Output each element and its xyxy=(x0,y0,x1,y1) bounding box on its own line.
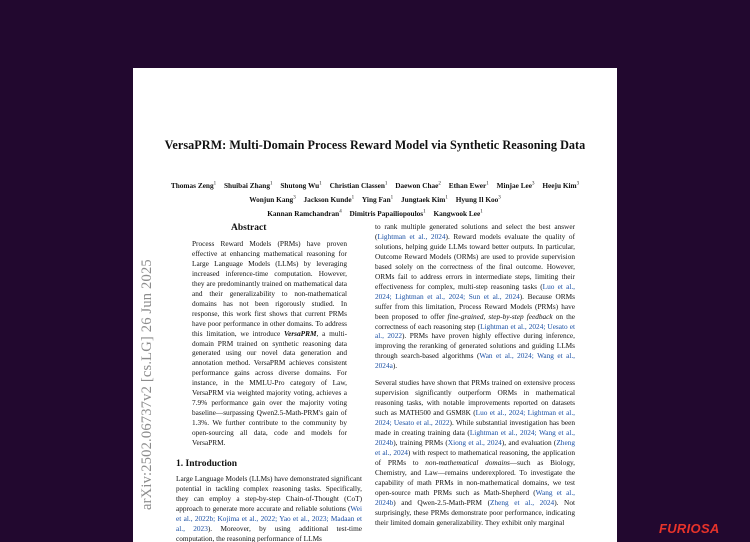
paper-page xyxy=(133,68,617,542)
paragraph: Several studies have shown that PRMs trained on extensive process supervision significantly outperform ORMs in mathematical reasoning tasks, with notable improvements reported on datasets such as MATH500 and GSM8K (Luo et al., 2024; Lightman et al., 2024; Uesato et al., 2022). While substantial investigation has been made in creating training data (Lightman et al., 2024; Wang et al., 2024b), training PRMs (Xiong et al., 2024), and evaluation (Zheng et al., 2024) with respect to mathematical reasoning, the application of PRMs to non-mathematical domains—such as Biology, Chemistry, and Law—remains underexplored. To investigate the capability of math PRMs in non-mathematical domains, we test open-source math PRMs such as Math-Shepherd (Wang et al., 2024b) and Qwen-2.5-Math-PRM (Zheng et al., 2024). Not surprisingly, these PRMs demonstrate poor performance, indicating their limited domain generalizability. They exhibit only marginal xyxy=(375,378,576,527)
introduction-text: Large Language Models (LLMs) have demonstrated significant potential in tackling complex reasoning tasks. Specifically, they can employ a step-by-step Chain-of-Thought (CoT) approach to generate more accurate and reliable solutions (Wei et al., 2022b; Kojima et al., 2022; Yao et al., 2023; Madaan et al., 2023). Moreover, by using additional test-time computation, the reasoning performance of LLMs xyxy=(176,474,362,542)
paper-title: VersaPRM: Multi-Domain Process Reward Model via Synthetic Reasoning Data xyxy=(164,138,586,152)
citation-link[interactable]: Lightman et al., 2024; Uesato et al., 2022 xyxy=(375,321,576,341)
author: Minjae Lee$^3$ xyxy=(496,181,535,191)
author: Shutong Wu$^1$ xyxy=(280,181,322,191)
author: Kannan Ramchandran$^4$ xyxy=(267,209,342,219)
citation-link[interactable]: Xiong et al., 2024 xyxy=(447,438,502,448)
citation-link[interactable]: Lightman et al., 2024 xyxy=(377,231,446,241)
author: Thomas Zeng$^1$ xyxy=(170,181,217,191)
citation-link[interactable]: Zheng et al., 2024 xyxy=(490,497,555,507)
citation-link[interactable]: Lightman et al., 2024; Wang et al., 2024b xyxy=(375,428,575,448)
author: Jackson Kunde$^1$ xyxy=(303,195,355,205)
arxiv-identifier: arXiv:2502.06737v2 [cs.LG] 26 Jun 2025 xyxy=(139,259,155,510)
abstract-heading: Abstract xyxy=(231,223,267,233)
author: Daewon Chae$^2$ xyxy=(395,181,441,191)
author: Ethan Ewer$^1$ xyxy=(448,181,489,191)
citation-link[interactable]: Zheng et al., 2024 xyxy=(375,438,575,457)
author: Jungtaek Kim$^1$ xyxy=(400,195,448,205)
author: Shuibai Zhang$^1$ xyxy=(223,181,273,191)
furiosa-logo: FURIOSA xyxy=(659,521,720,536)
citation-link[interactable]: Luo et al., 2024; Lightman et al., 2024; Sun et al., 2024 xyxy=(375,281,575,301)
citation-link[interactable]: Wan et al., 2024; Wang et al., 2024a xyxy=(375,351,575,371)
author: Hyung Il Koo$^3$ xyxy=(455,195,501,205)
abstract-text: Process Reward Models (PRMs) have proven effective at enhancing mathematical reasoning for Large Language Models (LLMs) by leveraging increased inference-time computation. However, they are predominantly trained on mathematical data and their generalizability to non-mathematical domains has not been rigorously studied. In response, this work first shows that current PRMs have poor performance in other domains. To address this limitation, we introduce VersaPRM, a multi-domain PRM trained on synthetic reasoning data generated using our novel data generation and annotation method. VersaPRM achieves consistent performance gains across diverse domains. For instance, in the MMLU-Pro category of Law, VersaPRM via weighted majority voting, achieves a 7.9% performance gain over the majority voting baseline—surpassing Qwen2.5-Math-PRM's gain of 1.3%. We further contribute to the community by open-sourcing all data, code and models for VersaPRM. xyxy=(192,239,347,448)
introduction-heading: 1. Introduction xyxy=(176,459,238,469)
citation-link[interactable]: Wei et al., 2022b; Kojima et al., 2022; Yao et al., 2023; Madaan et al., 2023 xyxy=(176,503,362,533)
author: Heeju Kim$^3$ xyxy=(542,181,580,191)
right-column-text xyxy=(375,222,575,528)
author: Wonjun Kang$^3$ xyxy=(249,195,296,205)
author-list xyxy=(163,179,587,220)
author: Dimitris Papailiopoulos$^1$ xyxy=(349,209,426,219)
author: Christian Classen$^1$ xyxy=(329,181,388,191)
citation-link[interactable]: Wang et al., 2024b xyxy=(375,487,575,507)
author: Ying Fan$^1$ xyxy=(361,195,394,205)
citation-link[interactable]: Luo et al., 2024; Lightman et al., 2024; Uesato et al., 2022 xyxy=(375,408,575,428)
author: Kangwook Lee$^1$ xyxy=(433,209,483,219)
paragraph: to rank multiple generated solutions and select the best answer (Lightman et al., 2024). Reward models evaluate the quality of solutions, helping guide LLMs toward better outputs. In particular, Outcome Reward Models (ORMs) are used to provide supervision based solely on the correctness of the final outcome. However, ORMs fail to address errors in intermediate steps, limiting their effectiveness for complex, multi-step reasoning tasks (Luo et al., 2024; Lightman et al., 2024; Sun et al., 2024). Because ORMs suffer from this limitation, Process Reward Models (PRMs) have been proposed to offer fine-grained, step-by-step feedback on the correctness of each reasoning step (Lightman et al., 2024; Uesato et al., 2022). PRMs have proven highly effective during inference, improving the reranking of generated solutions and guiding LLMs through search-based algorithms (Wan et al., 2024; Wang et al., 2024a). xyxy=(375,222,576,371)
